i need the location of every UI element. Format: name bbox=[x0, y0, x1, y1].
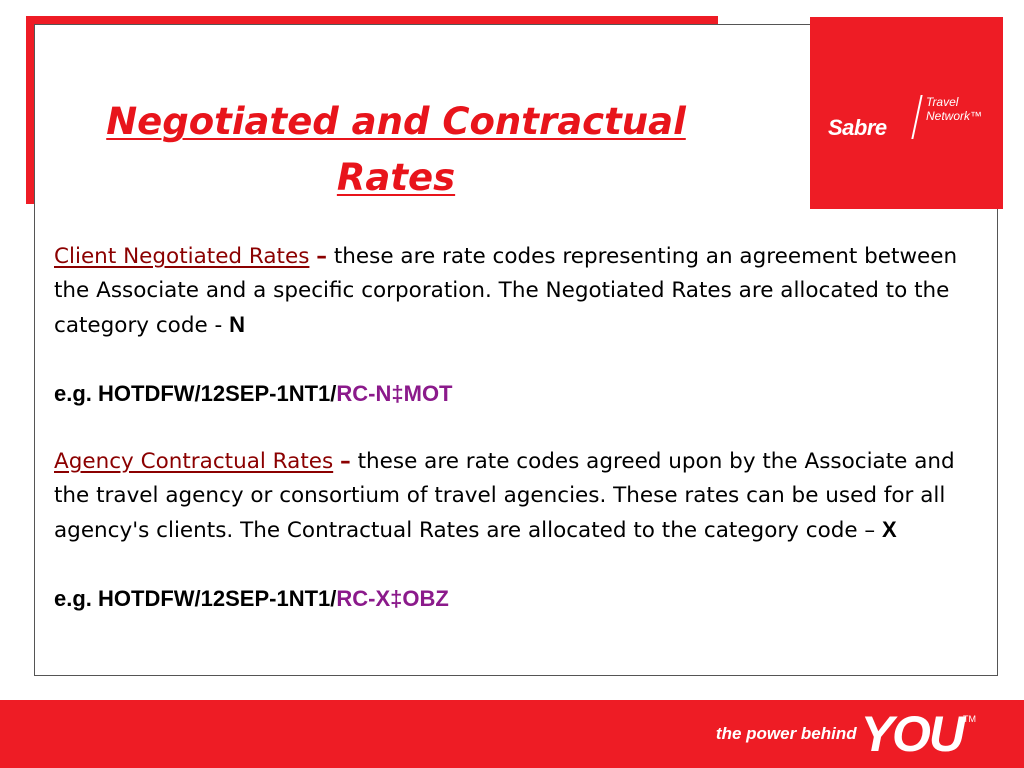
title-line2: Rates bbox=[336, 156, 456, 199]
client-negotiated-example bbox=[54, 377, 984, 411]
agency-contractual-example bbox=[54, 582, 984, 616]
agency-contractual-description: these are rate codes agreed upon by the Associate and the travel agency or consortium of travel agencies. These rates can be used for all agency's clients. The Contractual Rates are allocated to the category code – bbox=[54, 449, 955, 543]
agency-example-prefix: e.g. HOTDFW/12SEP-1NT1/ bbox=[54, 586, 337, 611]
logo-divider bbox=[911, 95, 922, 139]
agency-contractual-term: Agency Contractual Rates bbox=[54, 449, 334, 474]
title-line1: Negotiated and Contractual bbox=[106, 100, 686, 143]
slogan-small: the power behind bbox=[715, 724, 857, 743]
sabre-logo bbox=[810, 17, 1003, 209]
client-negotiated-dash: – bbox=[316, 244, 328, 269]
slogan-big: YOU bbox=[860, 706, 963, 762]
client-negotiated-term: Client Negotiated Rates bbox=[54, 244, 310, 269]
sabre-logo-mark bbox=[828, 91, 998, 141]
client-example-prefix: e.g. HOTDFW/12SEP-1NT1/ bbox=[54, 381, 337, 406]
footer-bar bbox=[0, 700, 1024, 768]
footer-slogan bbox=[716, 704, 976, 764]
client-negotiated-code: N bbox=[229, 312, 246, 337]
client-negotiated-description: these are rate codes representing an agreement between the Associate and a specific corporation. The Negotiated Rates are allocated to the category code - bbox=[54, 244, 958, 338]
client-negotiated-paragraph bbox=[54, 240, 984, 343]
agency-contractual-paragraph bbox=[54, 445, 984, 548]
logo-brand: Sabre bbox=[828, 115, 887, 140]
client-example-rate-code: RC-N‡MOT bbox=[336, 381, 453, 406]
page-title bbox=[56, 94, 736, 206]
logo-line2: Network™ bbox=[926, 109, 983, 123]
logo-line1: Travel bbox=[926, 95, 959, 109]
agency-contractual-dash: – bbox=[340, 449, 351, 474]
slogan-trademark: TM bbox=[963, 714, 976, 724]
agency-example-rate-code: RC-X‡OBZ bbox=[336, 586, 449, 611]
body-text bbox=[54, 240, 984, 616]
agency-contractual-code: X bbox=[882, 517, 897, 542]
